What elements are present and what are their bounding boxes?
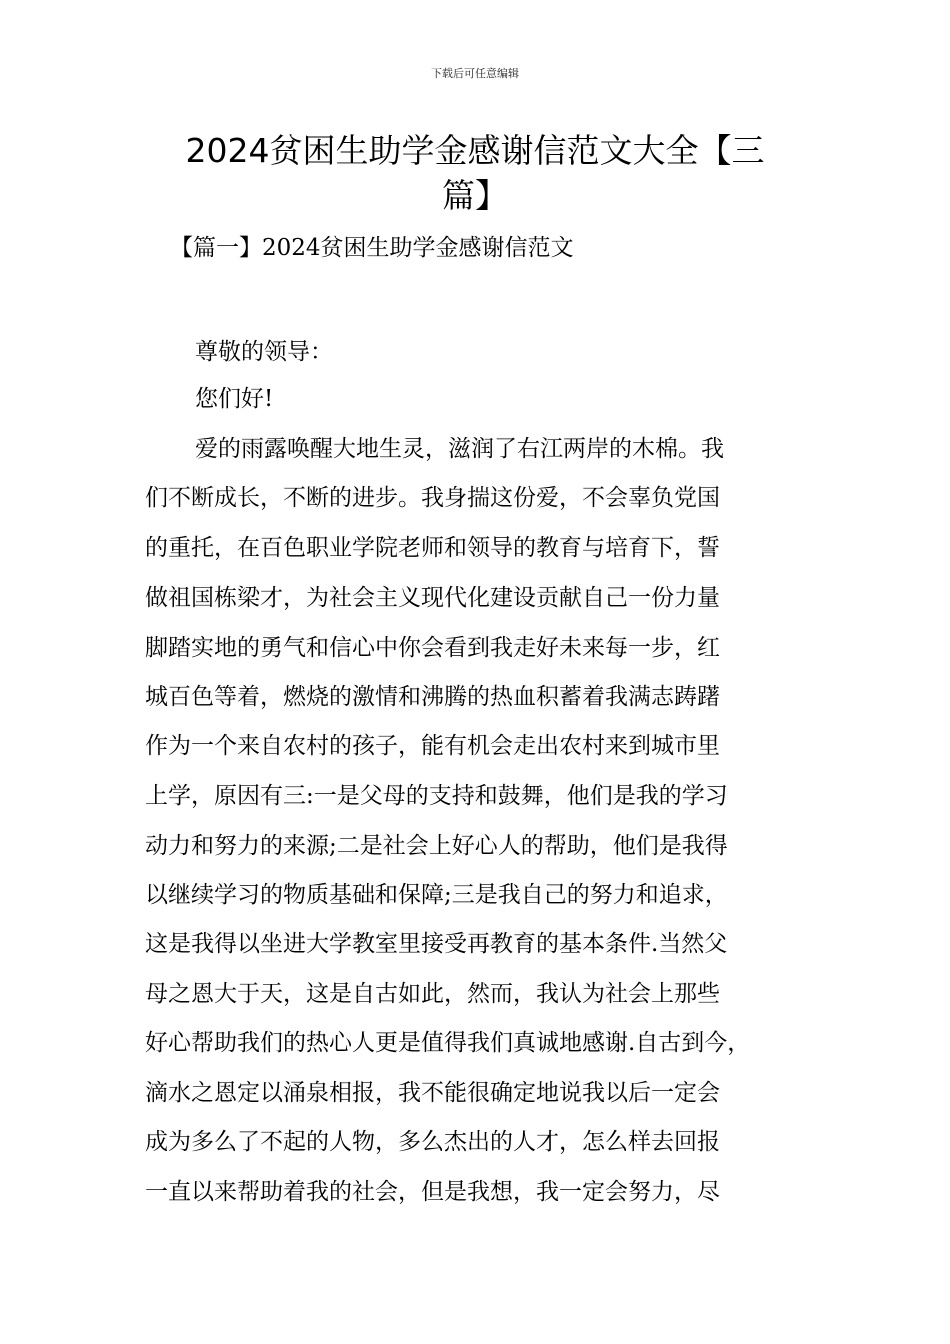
section-heading: 【篇一】2024贫困生助学金感谢信范文 <box>170 235 574 261</box>
body-line: 作为一个来自农村的孩子，能有机会走出农村来到城市里 <box>145 733 720 759</box>
document-title <box>150 128 800 218</box>
body-line: 的重托，在百色职业学院老师和领导的教育与培育下，誓 <box>145 535 720 561</box>
salutation: 尊敬的领导： <box>195 339 333 365</box>
body-line: 以继续学习的物质基础和保障;三是我自己的努力和追求， <box>145 882 728 908</box>
body-line: 做祖国栋梁才，为社会主义现代化建设贡献自己一份力量 <box>145 585 720 611</box>
document-title-line-1: 2024贫困生助学金感谢信范文大全【三 <box>185 131 765 170</box>
greeting: 您们好! <box>195 386 274 412</box>
body-line: 滴水之恩定以涌泉相报，我不能很确定地说我以后一定会 <box>145 1080 720 1106</box>
body-line: 母之恩大于天，这是自古如此，然而，我认为社会上那些 <box>145 981 720 1007</box>
body-line: 动力和努力的来源;二是社会上好心人的帮助，他们是我得 <box>145 833 728 859</box>
body-line: 这是我得以坐进大学教室里接受再教育的基本条件.当然父 <box>145 931 728 957</box>
body-line: 好心帮助我们的热心人更是值得我们真诚地感谢.自古到今， <box>145 1030 751 1056</box>
body-line: 成为多么了不起的人物，多么杰出的人才，怎么样去回报 <box>145 1129 720 1155</box>
body-line: 一直以来帮助着我的社会，但是我想，我一定会努力，尽 <box>145 1179 720 1205</box>
body-line: 城百色等着，燃烧的激情和沸腾的热血积蓄着我满志踌躇 <box>145 684 720 710</box>
page-header-note: 下载后可任意编辑 <box>431 67 519 80</box>
body-line: 脚踏实地的勇气和信心中你会看到我走好未来每一步，红 <box>145 635 720 661</box>
body-line: 爱的雨露唤醒大地生灵，滋润了右江两岸的木棉。我 <box>195 436 724 462</box>
document-title-line-2: 篇】 <box>442 176 508 215</box>
body-line: 上学，原因有三:一是父母的支持和鼓舞，他们是我的学习 <box>145 783 728 809</box>
body-line: 们不断成长，不断的进步。我身揣这份爱，不会辜负党国 <box>145 485 720 511</box>
